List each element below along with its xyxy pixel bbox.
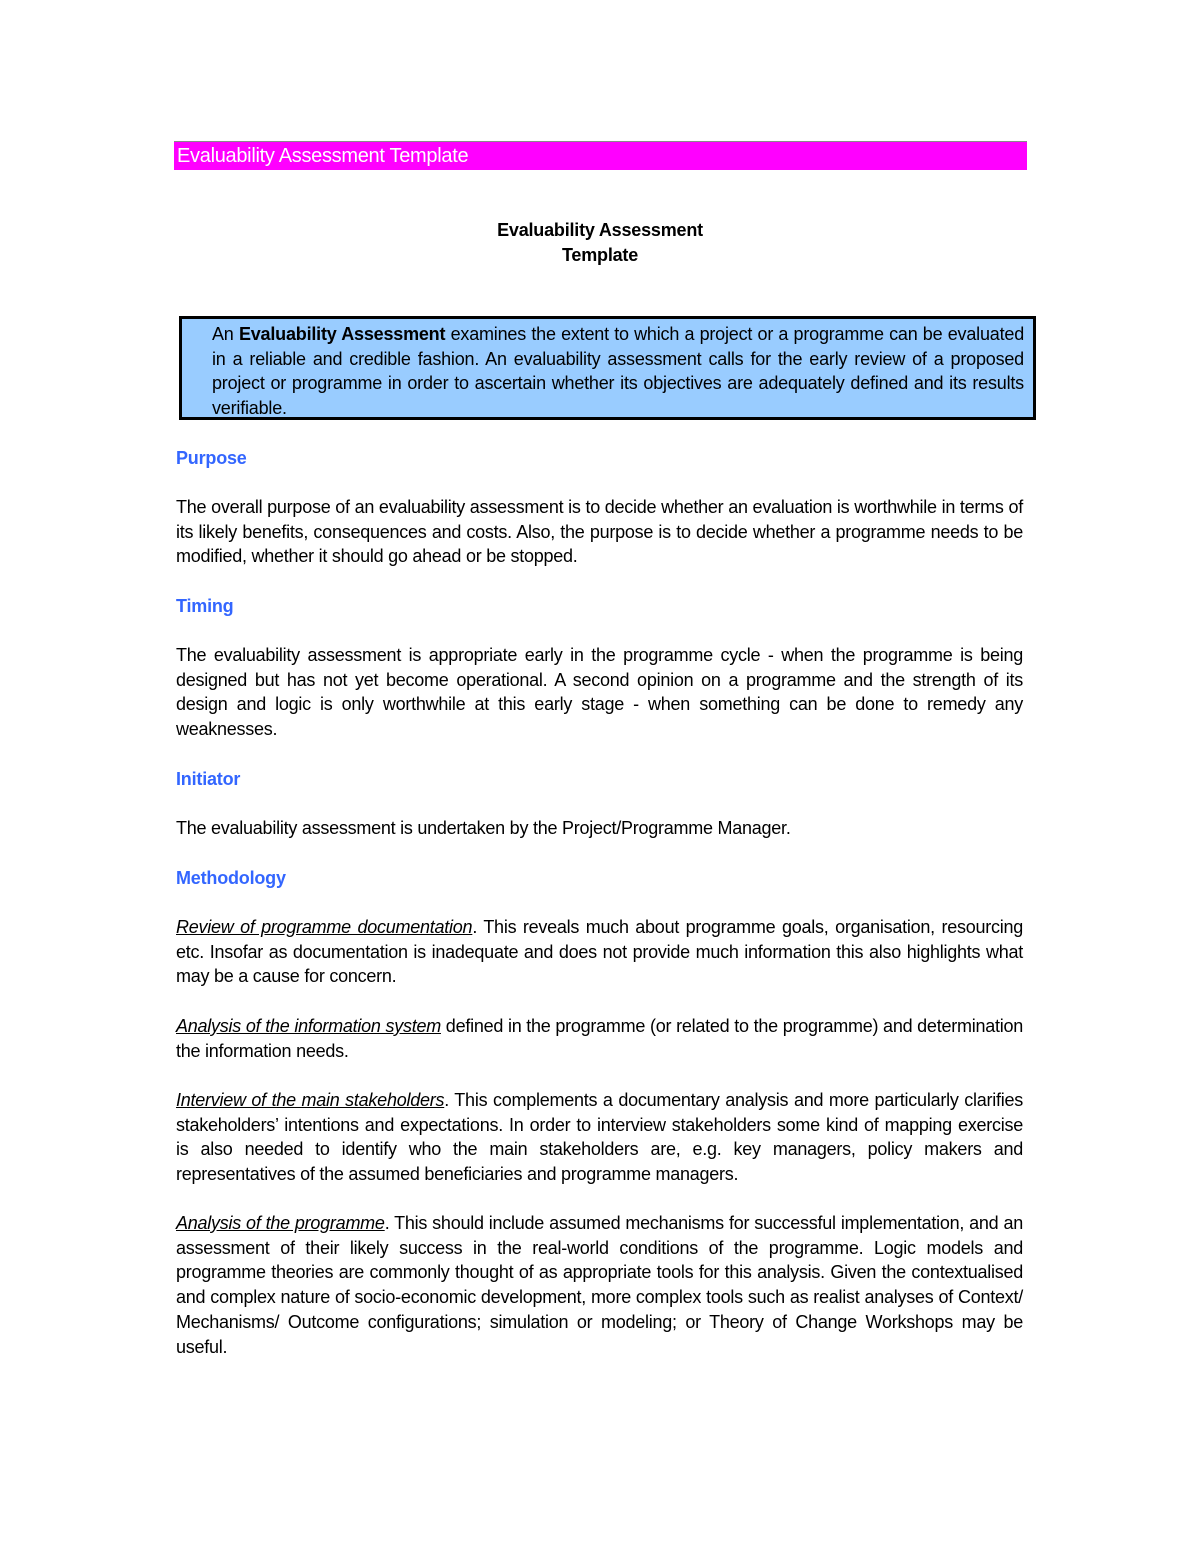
purpose-heading: Purpose: [176, 448, 247, 468]
title-banner: [174, 141, 1027, 170]
initiator-paragraph: The evaluability assessment is undertaken by the Project/Programme Manager.: [176, 818, 791, 838]
purpose-paragraph: The overall purpose of an evaluability assessment is to decide whether an evaluation is worthwhile in terms of its likely benefits, consequences and costs. Also, the purpose is to decide whether a programme needs to be modified, whether it should go ahead or be stopped.: [176, 497, 1023, 567]
initiator-heading: Initiator: [176, 769, 241, 789]
methodology-item: [176, 1088, 1023, 1187]
timing-heading: Timing: [176, 596, 234, 616]
intro-body: examines the extent to which a project or a programme can be evaluated in a reliable and credible fashion. An evaluability assessment calls for the early review of a proposed project or programme in order to ascertain whether its objectives are adequately defined and its results verifiable.: [212, 324, 1025, 418]
methodology-item-text: . This reveals much about programme goals, organisation, resourcing etc. Insofar as documentation is inadequate and does not provide much information this also highlights what may be a cause for concern.: [176, 917, 1023, 987]
methodology-item-lead: Analysis of the programme: [176, 1213, 385, 1233]
timing-paragraph: The evaluability assessment is appropriate early in the programme cycle - when the programme is being designed but has not yet become operational. A second opinion on a programme and the strength of its design and logic is only worthwhile at this early stage - when something can be done to remedy any weaknesses.: [176, 645, 1023, 740]
document-title-line-2: Template: [561, 245, 639, 265]
methodology-item: [176, 915, 1023, 989]
intro-callout-box: [179, 316, 1036, 420]
methodology-item-text: . This complements a documentary analysis and more particularly clarifies stakeholders’ intentions and expectations. In order to interview stakeholders some kind of mapping exercise is also needed to identify who the main stakeholders are, e.g. key managers, policy makers and representatives of the assumed beneficiaries and programme managers.: [176, 1090, 1023, 1185]
methodology-item-text: defined in the programme (or related to the programme) and determination the information needs.: [176, 1016, 1023, 1061]
methodology-item-lead: Analysis of the information system: [176, 1016, 441, 1036]
methodology-item-text: . This should include assumed mechanisms for successful implementation, and an assessment of their likely success in the real-world conditions of the programme. Logic models and programme theories are commonly thought of as appropriate tools for this analysis. Given the contextualised and complex nature of socio-economic development, more complex tools such as realist analyses of Context/ Mechanisms/ Outcome configurations; simulation or modeling; or Theory of Change Workshops may be useful.: [176, 1213, 1023, 1357]
methodology-heading: Methodology: [176, 868, 286, 888]
intro-term: Evaluability Assessment: [238, 324, 446, 344]
intro-text: [212, 322, 1024, 420]
methodology-item: [176, 1211, 1023, 1359]
document-title-line-1: Evaluability Assessment: [497, 220, 703, 240]
methodology-item: [176, 1014, 1023, 1063]
intro-prefix: An: [212, 324, 239, 344]
document-title: [300, 218, 900, 268]
methodology-item-lead: Interview of the main stakeholders: [176, 1090, 445, 1110]
banner-title: Evaluability Assessment Template: [177, 145, 469, 167]
methodology-item-lead: Review of programme documentation: [176, 917, 473, 937]
